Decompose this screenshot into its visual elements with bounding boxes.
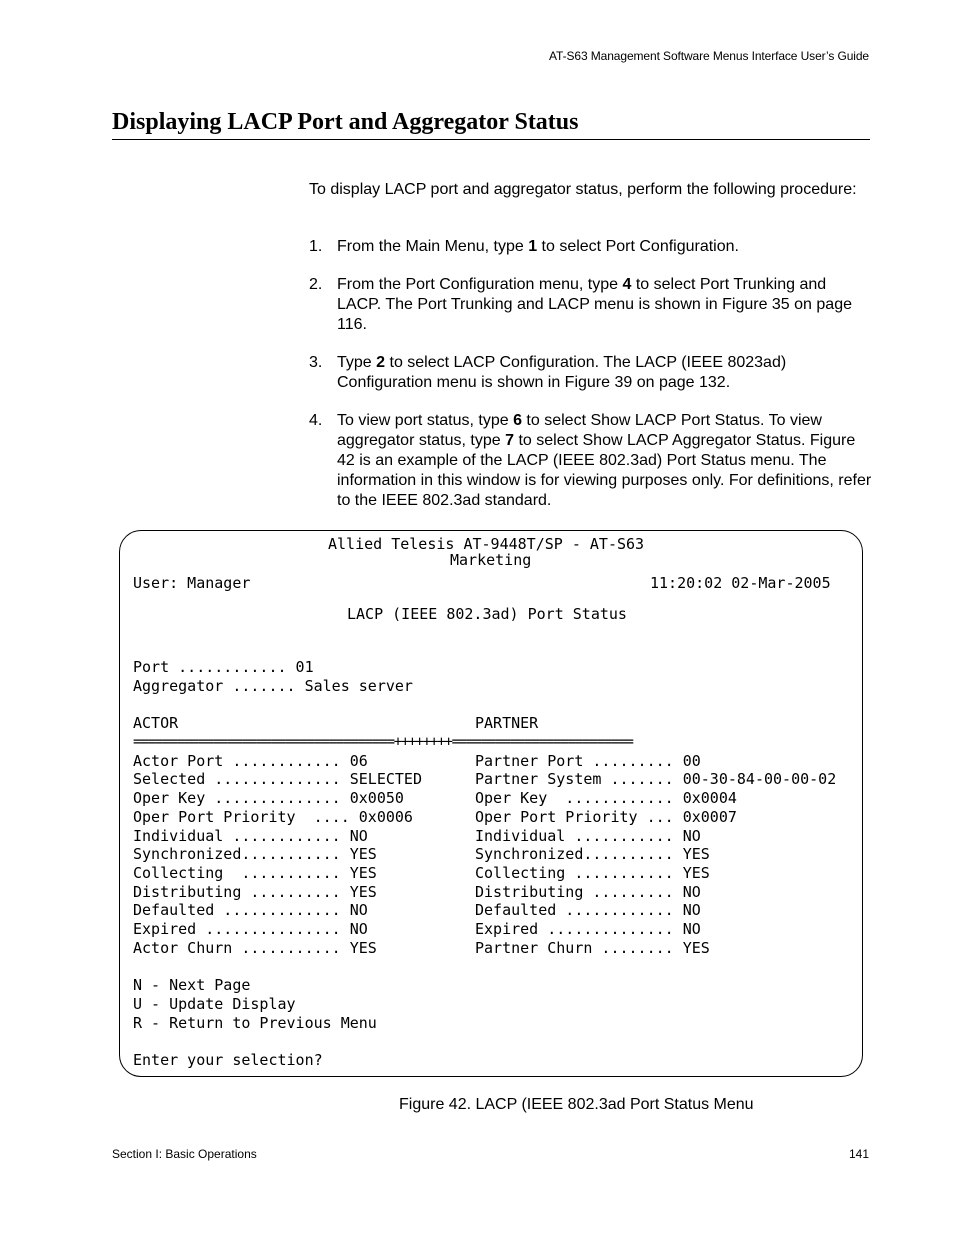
- step-text: From the Main Menu, type: [337, 238, 529, 255]
- step-key: 6: [513, 412, 522, 429]
- actor-row: Oper Port Priority .... 0x0006: [133, 808, 413, 826]
- partner-row: Expired .............. NO: [475, 920, 701, 938]
- separator-line: ====================================++++++++=========================: [133, 734, 633, 750]
- running-header: AT-S63 Management Software Menus Interface User’s Guide: [549, 49, 869, 63]
- step-text: to select Show LACP Aggregator Status. Figure 42 is an example of the LACP (IEEE 802.3ad) Port Status menu. The information in this window is for viewing purposes only. For definitions, refer to the IEEE 802.3ad standard.: [337, 432, 872, 509]
- footer-section: Section I: Basic Operations: [112, 1147, 257, 1161]
- system-name: Allied Telesis AT-9448T/SP - AT-S63: [328, 535, 645, 553]
- user-label: User: Manager: [133, 574, 251, 592]
- step-item: [309, 237, 874, 257]
- partner-heading: PARTNER: [475, 714, 539, 732]
- partner-row: Oper Port Priority ... 0x0007: [475, 808, 737, 826]
- port-line: Port ............ 01: [133, 658, 314, 676]
- step-number: 2.: [309, 276, 323, 293]
- partner-row: Oper Key ............ 0x0004: [475, 789, 737, 807]
- system-location: Marketing: [450, 551, 532, 569]
- page-number: 141: [848, 1147, 869, 1161]
- step-item: [309, 411, 874, 511]
- partner-row: Distributing ......... NO: [475, 883, 701, 901]
- step-key: 4: [622, 276, 632, 293]
- step-key: 2: [376, 354, 386, 371]
- partner-row: Partner System ....... 00-30-84-00-00-02: [475, 770, 837, 788]
- step-text: to select Port Trunking and LACP. The Port Trunking and LACP menu is shown in Figure 35 on page 116.: [337, 276, 852, 333]
- partner-row: Defaulted ............ NO: [475, 901, 701, 919]
- step-number: 4.: [309, 412, 323, 429]
- actor-row: Synchronized........... YES: [133, 845, 377, 863]
- step-text: to select LACP Configuration. The LACP (IEEE 8023ad) Configuration menu is shown in Figure 39 on page 132.: [337, 354, 787, 391]
- section-title: Displaying LACP Port and Aggregator Status: [112, 107, 870, 140]
- step-number: 3.: [309, 354, 323, 371]
- actor-heading: ACTOR: [133, 714, 179, 732]
- actor-row: Oper Key .............. 0x0050: [133, 789, 404, 807]
- step-text: to select Show LACP Port Status. To view aggregator status, type: [337, 412, 822, 449]
- step-item: [309, 275, 874, 335]
- step-number: 1.: [309, 238, 323, 255]
- procedure-steps: [309, 237, 874, 529]
- menu-title: LACP (IEEE 802.3ad) Port Status: [347, 605, 627, 623]
- figure-caption: Figure 42. LACP (IEEE 802.3ad Port Status Menu: [399, 1096, 754, 1113]
- actor-row: Individual ............ NO: [133, 827, 368, 845]
- actor-row: Actor Churn ........... YES: [133, 939, 377, 957]
- partner-row: Partner Churn ........ YES: [475, 939, 710, 957]
- partner-row: Synchronized.......... YES: [475, 845, 710, 863]
- partner-row: Partner Port ......... 00: [475, 752, 701, 770]
- actor-row: Expired ............... NO: [133, 920, 368, 938]
- step-key: 1: [528, 238, 538, 255]
- selection-prompt[interactable]: Enter your selection?: [133, 1051, 323, 1069]
- menu-option-next-page[interactable]: N - Next Page: [133, 976, 251, 994]
- step-text: Type: [337, 354, 377, 371]
- step-text: From the Port Configuration menu, type: [337, 276, 623, 293]
- partner-row: Individual ........... NO: [475, 827, 701, 845]
- actor-row: Defaulted ............. NO: [133, 901, 368, 919]
- actor-row: Actor Port ............ 06: [133, 752, 368, 770]
- actor-row: Distributing .......... YES: [133, 883, 377, 901]
- step-key: 7: [505, 432, 515, 449]
- terminal-screen: [119, 530, 863, 1077]
- actor-row: Selected .............. SELECTED: [133, 770, 422, 788]
- step-text: To view port status, type: [337, 412, 514, 429]
- step-item: [309, 353, 874, 393]
- aggregator-line: Aggregator ....... Sales server: [133, 677, 413, 695]
- menu-option-update-display[interactable]: U - Update Display: [133, 995, 296, 1013]
- actor-row: Collecting ........... YES: [133, 864, 377, 882]
- menu-option-return[interactable]: R - Return to Previous Menu: [133, 1014, 377, 1032]
- intro-paragraph: To display LACP port and aggregator status, perform the following procedure:: [309, 181, 857, 198]
- step-text: to select Port Configuration.: [537, 238, 739, 255]
- datetime: 11:20:02 02-Mar-2005: [650, 574, 831, 592]
- partner-row: Collecting ........... YES: [475, 864, 710, 882]
